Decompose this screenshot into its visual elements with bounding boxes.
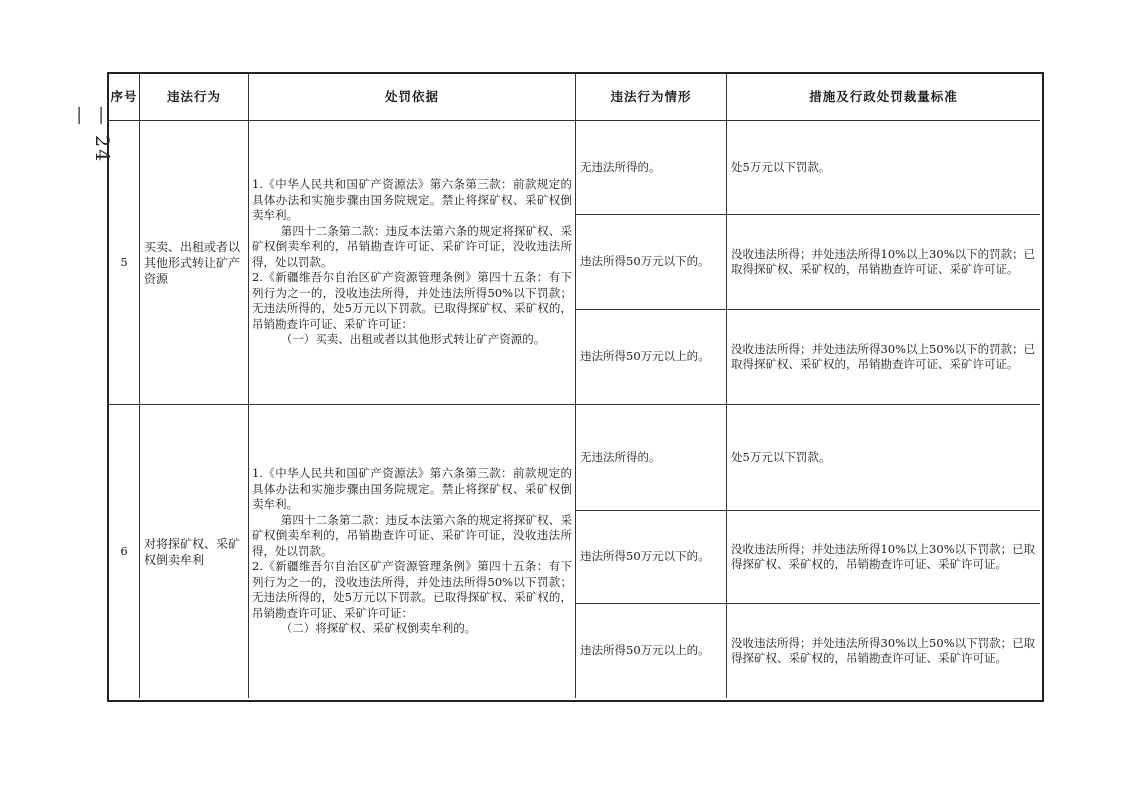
row-6-basis-line-2: 第四十二条第二款：违反本法第六条的规定将探矿权、采矿权倒卖牟利的，吊销勘查许可证、采矿许可证，没收违法所得，处以罚款。: [252, 512, 572, 558]
row-5-act: 买卖、出租或者以其他形式转让矿产资源: [140, 121, 249, 405]
row-5-standard-2: 没收违法所得；并处违法所得10%以上30%以下的罚款；已取得探矿权、采矿权的，吊销勘查许可证、采矿许可证。: [727, 215, 1040, 310]
row-5-basis-line-4: （一）买卖、出租或者以其他形式转让矿产资源的。: [280, 332, 546, 347]
header-standard: 措施及行政处罚裁量标准: [727, 74, 1040, 121]
row-5-standard-3: 没收违法所得；并处违法所得30%以上50%以下的罚款；已取得探矿权、采矿权的，吊销勘查许可证、采矿许可证。: [727, 310, 1040, 405]
row-6-act: 对将探矿权、采矿权倒卖牟利: [140, 405, 249, 698]
row-6-standard-1: 处5万元以下罚款。: [727, 405, 1040, 511]
row-6-standard-2: 没收违法所得；并处违法所得10%以上30%以下罚款；已取得探矿权、采矿权的，吊销勘查许可证、采矿许可证。: [727, 511, 1040, 604]
row-6-basis-line-3: 2.《新疆维吾尔自治区矿产资源管理条例》第四十五条：有下列行为之一的，没收违法所得，并处违法所得50%以下罚款；无违法所得的，处5万元以下罚款。已取得探矿权、采矿权的，吊销勘查许可证、采矿许可证：: [252, 559, 572, 620]
row-5-basis-line-2: 第四十二条第二款：违反本法第六条的规定将探矿权、采矿权倒卖牟利的，吊销勘查许可证、采矿许可证，没收违法所得，处以罚款。: [252, 223, 572, 269]
header-situation: 违法行为情形: [576, 74, 727, 121]
row-6-situation-3: 违法所得50万元以上的。: [576, 604, 727, 698]
row-6-standard-3: 没收违法所得；并处违法所得30%以上50%以下罚款；已取得探矿权、采矿权的，吊销勘查许可证、采矿许可证。: [731, 635, 1036, 665]
row-5-situation-1: 无违法所得的。: [576, 121, 727, 215]
row-5-basis-line-3: 2.《新疆维吾尔自治区矿产资源管理条例》第四十五条：有下列行为之一的，没收违法所得，并处违法所得50%以下罚款；无违法所得的，处5万元以下罚款。已取得探矿权、采矿权的，吊销勘查许可证、采矿许可证：: [252, 270, 572, 331]
row-5-standard-1: 处5万元以下罚款。: [727, 121, 1040, 215]
row-6-basis: [249, 405, 576, 698]
row-6-basis-line-4: （二）将探矿权、采矿权倒卖牟利的。: [280, 621, 477, 636]
header-act: 违法行为: [140, 74, 249, 121]
row-5-situation-3: 违法所得50万元以上的。: [576, 310, 727, 405]
header-no: 序号: [109, 74, 140, 121]
row-5-situation-2: 违法所得50万元以下的。: [576, 215, 727, 310]
row-5-basis-line-1: 1.《中华人民共和国矿产资源法》第六条第三款：前款规定的具体办法和实施步骤由国务院规定。禁止将探矿权、采矿权倒卖牟利。: [252, 177, 572, 223]
row-6-situation-1: 无违法所得的。: [576, 405, 727, 511]
row-6-situation-2: 违法所得50万元以下的。: [576, 511, 727, 604]
header-basis: 处罚依据: [249, 74, 576, 121]
penalty-table: [107, 72, 1044, 702]
row-6-basis-line-1: 1.《中华人民共和国矿产资源法》第六条第三款：前款规定的具体办法和实施步骤由国务院规定。禁止将探矿权、采矿权倒卖牟利。: [252, 466, 572, 512]
row-5-no: 5: [109, 121, 140, 405]
row-5-basis: [249, 121, 576, 405]
page-number: — 24 —: [69, 106, 113, 164]
row-6-no: 6: [109, 405, 140, 698]
